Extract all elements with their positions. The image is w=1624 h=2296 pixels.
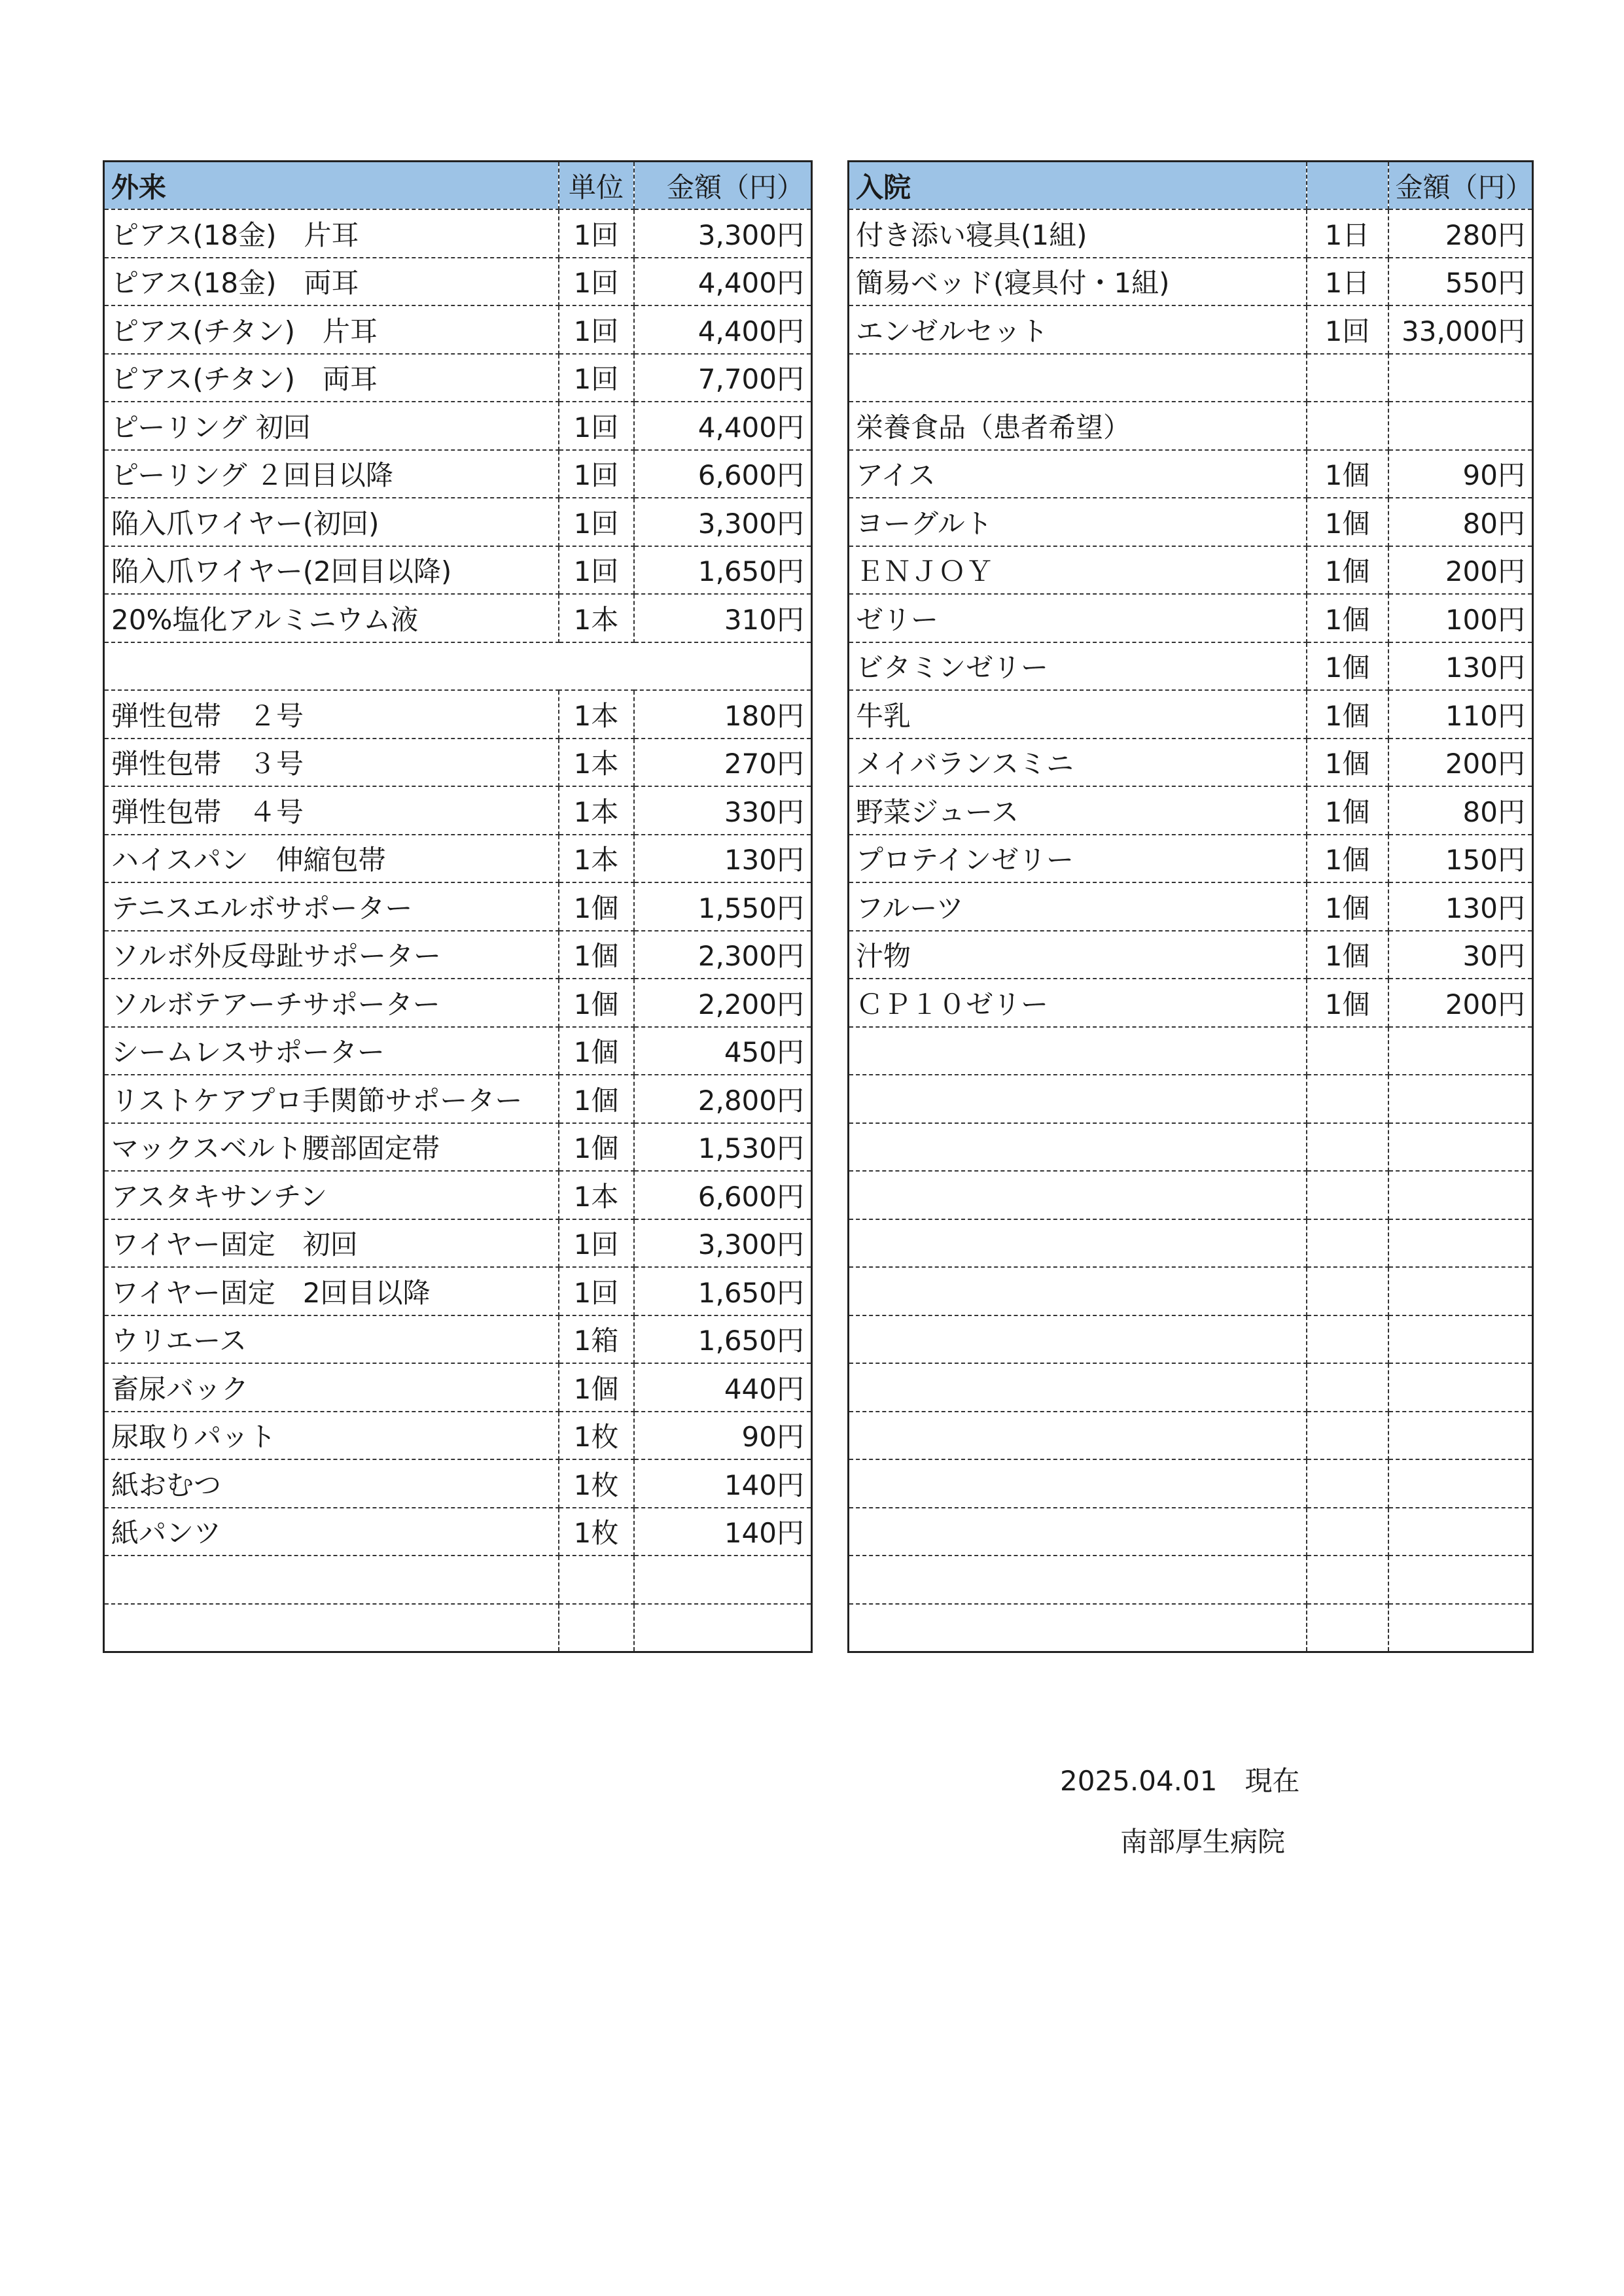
item-name: メイバランスミニ [849,739,1307,787]
item-price: 310円 [634,594,812,642]
item-unit: 1日 [1307,258,1388,306]
table-row [849,354,1533,402]
item-unit: 1本 [559,835,634,883]
item-price: 7,700円 [634,354,812,402]
item-name: テニスエルボサポーター [104,882,559,931]
item-price: 1,650円 [634,546,812,595]
item-price [634,1604,812,1652]
item-price: 6,600円 [634,450,812,498]
table-row [104,1171,812,1219]
table-row [849,1363,1533,1412]
table-row [849,1508,1533,1556]
item-name [849,1267,1307,1315]
item-unit: 1本 [559,594,634,642]
item-name [849,1363,1307,1412]
item-unit: 1個 [1307,498,1388,546]
table-row [104,1556,812,1604]
item-name: 栄養食品（患者希望） [849,402,1307,450]
item-name: 野菜ジュース [849,786,1307,835]
item-unit: 1枚 [559,1508,634,1556]
item-price: 200円 [1388,546,1533,595]
table-header-row [849,162,1533,210]
table-header-row [104,162,812,210]
table-row [849,835,1533,883]
table-row [104,1219,812,1268]
item-price [1388,402,1533,450]
item-unit: 1枚 [559,1412,634,1460]
item-name: ヨーグルト [849,498,1307,546]
item-price: 270円 [634,739,812,787]
item-unit: 1個 [1307,786,1388,835]
item-unit: 1個 [559,931,634,979]
table-row [849,450,1533,498]
item-name [104,1604,559,1652]
item-price: 4,400円 [634,258,812,306]
table-row [104,305,812,354]
item-name: ビタミンゼリー [849,642,1307,691]
item-name: ＥＮＪＯＹ [849,546,1307,595]
item-price: 450円 [634,1027,812,1075]
table-row [849,1604,1533,1652]
table-row [849,402,1533,450]
inpatient-price-table [847,160,1534,1653]
table-row [849,690,1533,739]
header-name: 入院 [849,162,1307,210]
item-price [1388,1267,1533,1315]
table-row [849,1459,1533,1508]
table-row [849,739,1533,787]
item-price [1388,1459,1533,1508]
item-name: ソルボテアーチサポーター [104,979,559,1027]
item-name: 畜尿バック [104,1363,559,1412]
table-row [104,882,812,931]
item-name: 簡易ベッド(寝具付・1組) [849,258,1307,306]
item-unit: 1本 [559,1171,634,1219]
item-name: 20%塩化アルミニウム液 [104,594,559,642]
item-name [849,1027,1307,1075]
item-name: 紙おむつ [104,1459,559,1508]
table-row [104,979,812,1027]
table-row [104,1315,812,1364]
item-name: シームレスサポーター [104,1027,559,1075]
item-price: 3,300円 [634,1219,812,1268]
item-unit: 1本 [559,786,634,835]
table-row [849,1171,1533,1219]
outpatient-price-table [103,160,813,1653]
item-name: ワイヤー固定 2回目以降 [104,1267,559,1315]
item-name: ピアス(18金) 両耳 [104,258,559,306]
item-name: 陥入爪ワイヤー(初回) [104,498,559,546]
item-price: 110円 [1388,690,1533,739]
item-unit: 1個 [1307,882,1388,931]
table-row [849,209,1533,258]
item-price: 2,300円 [634,931,812,979]
item-unit: 1個 [1307,979,1388,1027]
item-unit: 1個 [559,1123,634,1172]
table-row [849,1267,1533,1315]
item-unit: 1本 [559,739,634,787]
table-row [849,498,1533,546]
item-price: 1,650円 [634,1315,812,1364]
table-row [849,1219,1533,1268]
item-unit: 1回 [559,1267,634,1315]
item-unit: 1本 [559,690,634,739]
item-price [1388,1363,1533,1412]
item-unit [1307,1219,1388,1268]
item-price: 140円 [634,1508,812,1556]
item-price: 90円 [1388,450,1533,498]
item-unit: 1個 [1307,546,1388,595]
item-unit: 1回 [1307,305,1388,354]
item-unit [1307,1123,1388,1172]
item-unit [1307,1412,1388,1460]
item-unit: 1回 [559,1219,634,1268]
table-row [849,642,1533,691]
item-name: ハイスパン 伸縮包帯 [104,835,559,883]
item-unit: 1日 [1307,209,1388,258]
item-unit: 1個 [1307,690,1388,739]
item-name [849,1315,1307,1364]
item-price [1388,1604,1533,1652]
blank-spacer-cell [104,642,812,691]
header-price: 金額（円） [634,162,812,210]
header-price: 金額（円） [1388,162,1533,210]
item-unit [1307,1459,1388,1508]
item-unit: 1回 [559,546,634,595]
item-name: ワイヤー固定 初回 [104,1219,559,1268]
item-name: 汁物 [849,931,1307,979]
item-unit: 1個 [1307,450,1388,498]
item-name [849,1604,1307,1652]
table-row [104,1508,812,1556]
item-price: 1,650円 [634,1267,812,1315]
item-unit [559,1604,634,1652]
item-name: 弾性包帯 ３号 [104,739,559,787]
table-row [104,1363,812,1412]
table-row [104,690,812,739]
item-name: 弾性包帯 ４号 [104,786,559,835]
item-price [634,1556,812,1604]
header-unit [1307,162,1388,210]
item-unit: 1個 [559,1363,634,1412]
table-row [849,1412,1533,1460]
table-row [104,354,812,402]
item-price: 200円 [1388,979,1533,1027]
table-row [104,835,812,883]
table-row [104,931,812,979]
header-unit: 単位 [559,162,634,210]
item-name: 牛乳 [849,690,1307,739]
item-name: ウリエース [104,1315,559,1364]
item-name [849,1412,1307,1460]
item-price: 3,300円 [634,498,812,546]
table-row [104,546,812,595]
item-name: 付き添い寝具(1組) [849,209,1307,258]
item-price: 180円 [634,690,812,739]
item-price: 4,400円 [634,402,812,450]
item-unit [1307,1027,1388,1075]
table-row [104,1123,812,1172]
item-unit: 1回 [559,402,634,450]
item-name: リストケアプロ手関節サポーター [104,1075,559,1123]
item-name [849,1075,1307,1123]
item-unit [1307,1315,1388,1364]
item-price: 4,400円 [634,305,812,354]
item-unit: 1個 [559,1075,634,1123]
item-name [849,354,1307,402]
item-name [849,1123,1307,1172]
item-price [1388,354,1533,402]
outpatient-table-body [104,162,812,1652]
item-unit: 1個 [1307,594,1388,642]
item-price [1388,1219,1533,1268]
inpatient-table-body [849,162,1533,1652]
item-name: マックスベルト腰部固定帯 [104,1123,559,1172]
item-price: 90円 [634,1412,812,1460]
item-unit [1307,1604,1388,1652]
item-unit: 1回 [559,258,634,306]
item-unit [559,1556,634,1604]
item-price: 200円 [1388,739,1533,787]
item-price: 100円 [1388,594,1533,642]
item-unit [1307,1267,1388,1315]
item-name: ピーリング 初回 [104,402,559,450]
table-row [849,1075,1533,1123]
item-unit [1307,1171,1388,1219]
item-name: エンゼルセット [849,305,1307,354]
item-unit [1307,1075,1388,1123]
table-row [104,1027,812,1075]
table-row [849,1123,1533,1172]
item-price: 2,200円 [634,979,812,1027]
item-price: 130円 [1388,882,1533,931]
item-price: 130円 [634,835,812,883]
item-price: 6,600円 [634,1171,812,1219]
item-name: ゼリー [849,594,1307,642]
item-unit: 1回 [559,450,634,498]
table-row [104,1412,812,1460]
table-row [104,1459,812,1508]
header-name: 外来 [104,162,559,210]
item-unit: 1箱 [559,1315,634,1364]
item-price: 130円 [1388,642,1533,691]
item-name: 陥入爪ワイヤー(2回目以降) [104,546,559,595]
item-price [1388,1412,1533,1460]
table-row [104,258,812,306]
item-name [849,1171,1307,1219]
table-row [104,402,812,450]
table-row [849,546,1533,595]
table-row [104,1075,812,1123]
hospital-name: 南部厚生病院 [1120,1826,1286,1858]
item-unit: 1個 [1307,931,1388,979]
item-unit: 1回 [559,209,634,258]
item-name [849,1219,1307,1268]
table-row [104,594,812,642]
table-row [849,594,1533,642]
table-row [849,1315,1533,1364]
item-price: 33,000円 [1388,305,1533,354]
item-name: ソルボ外反母趾サポーター [104,931,559,979]
item-unit: 1個 [1307,739,1388,787]
item-price: 440円 [634,1363,812,1412]
table-row [104,786,812,835]
item-name: アイス [849,450,1307,498]
item-price [1388,1556,1533,1604]
item-price: 30円 [1388,931,1533,979]
item-unit: 1個 [1307,835,1388,883]
item-price: 330円 [634,786,812,835]
table-row [104,450,812,498]
item-price: 140円 [634,1459,812,1508]
table-row [849,979,1533,1027]
item-name: ピアス(チタン) 片耳 [104,305,559,354]
item-price [1388,1508,1533,1556]
item-price: 2,800円 [634,1075,812,1123]
effective-date: 2025.04.01 現在 [1060,1765,1300,1797]
item-unit [1307,1508,1388,1556]
table-row [849,931,1533,979]
item-name: プロテインゼリー [849,835,1307,883]
table-row [104,642,812,691]
item-unit [1307,1363,1388,1412]
table-row [849,258,1533,306]
item-name: 紙パンツ [104,1508,559,1556]
item-price [1388,1315,1533,1364]
table-row [849,305,1533,354]
table-row [104,739,812,787]
item-price [1388,1075,1533,1123]
item-name: フルーツ [849,882,1307,931]
item-name: 尿取りパット [104,1412,559,1460]
item-unit [1307,402,1388,450]
item-price [1388,1171,1533,1219]
item-name: 弾性包帯 ２号 [104,690,559,739]
table-row [849,1556,1533,1604]
item-price: 1,550円 [634,882,812,931]
item-name [104,1556,559,1604]
item-unit [1307,1556,1388,1604]
item-price: 280円 [1388,209,1533,258]
item-unit: 1個 [559,882,634,931]
item-name: ピアス(チタン) 両耳 [104,354,559,402]
table-row [849,882,1533,931]
item-price [1388,1027,1533,1075]
item-unit: 1回 [559,305,634,354]
item-name [849,1459,1307,1508]
item-price [1388,1123,1533,1172]
item-unit: 1回 [559,354,634,402]
item-price: 80円 [1388,498,1533,546]
item-price: 150円 [1388,835,1533,883]
item-name: ＣＰ１０ゼリー [849,979,1307,1027]
table-row [104,1604,812,1652]
item-name [849,1556,1307,1604]
item-price: 3,300円 [634,209,812,258]
item-unit: 1枚 [559,1459,634,1508]
item-unit: 1個 [559,979,634,1027]
item-price: 1,530円 [634,1123,812,1172]
item-name: ピーリング ２回目以降 [104,450,559,498]
item-unit: 1個 [559,1027,634,1075]
table-row [104,209,812,258]
item-name: ピアス(18金) 片耳 [104,209,559,258]
item-price: 550円 [1388,258,1533,306]
item-unit [1307,354,1388,402]
item-name [849,1508,1307,1556]
item-unit: 1個 [1307,642,1388,691]
table-row [849,1027,1533,1075]
table-row [104,498,812,546]
item-price: 80円 [1388,786,1533,835]
item-name: アスタキサンチン [104,1171,559,1219]
item-unit: 1回 [559,498,634,546]
table-row [104,1267,812,1315]
table-row [849,786,1533,835]
